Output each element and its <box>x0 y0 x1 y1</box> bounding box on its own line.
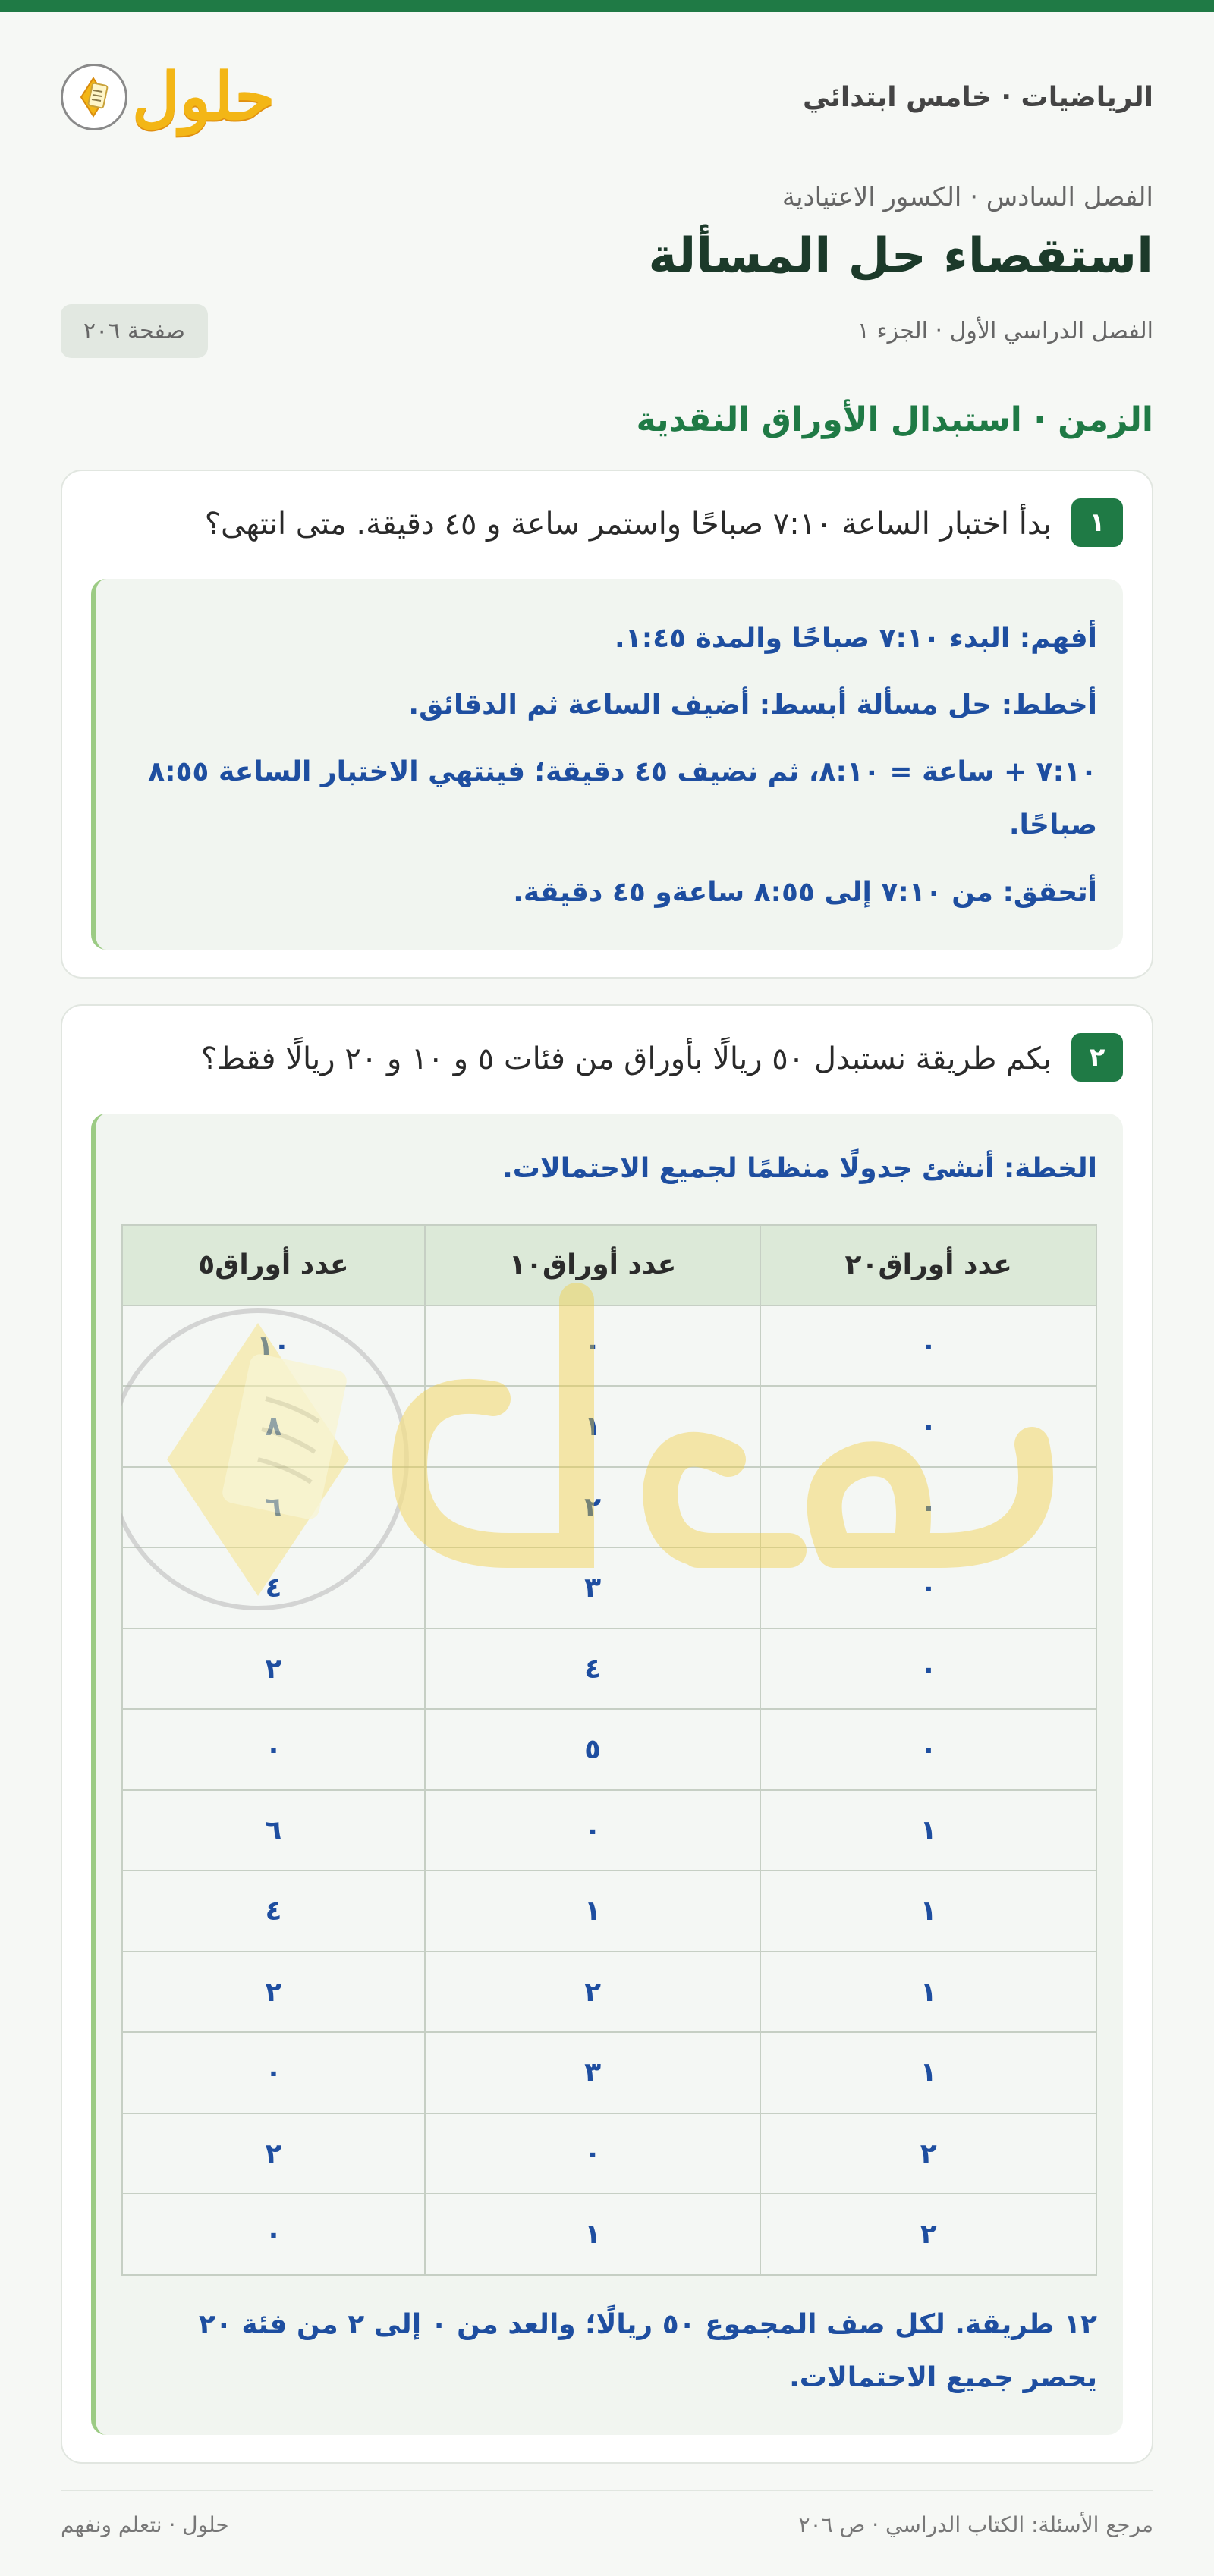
column-header: عدد أوراق١٠ <box>425 1225 761 1305</box>
table-cell: ١ <box>760 1952 1096 2033</box>
table-cell: ١ <box>760 2032 1096 2113</box>
table-row <box>122 1952 1096 2033</box>
table-cell: ٠ <box>760 1709 1096 1790</box>
table-cell: ١ <box>425 1386 761 1467</box>
footer-reference: مرجع الأسئلة: الكتاب الدراسي · ص ٢٠٦ <box>798 2512 1153 2537</box>
table-cell: ٨ <box>122 1386 425 1467</box>
subject-label: الرياضيات · خامس ابتدائي <box>802 81 1153 113</box>
table-cell: ٥ <box>425 1709 761 1790</box>
table-cell: ٠ <box>760 1305 1096 1387</box>
table-cell: ١ <box>425 2194 761 2275</box>
combinations-table-wrap <box>121 1224 1097 2276</box>
table-row <box>122 1871 1096 1952</box>
answer-summary: ١٢ طريقة. لكل صف المجموع ٥٠ ريالًا؛ والعد من ٠ إلى ٢ من فئة ٢٠ يحصر جميع الاحتمالات. <box>198 2308 1097 2394</box>
column-header: عدد أوراق٢٠ <box>760 1225 1096 1305</box>
table-row <box>122 1467 1096 1548</box>
answer-line: أفهم: البدء ٧:١٠ صباحًا والمدة ١:٤٥. <box>615 622 1097 654</box>
table-cell: ٤ <box>425 1629 761 1710</box>
answer-line: ٧:١٠ + ساعة = ٨:١٠، ثم نضيف ٤٥ دقيقة؛ فينتهي الاختبار الساعة ٨:٥٥ صباحًا. <box>148 756 1097 841</box>
plan-line: الخطة: أنشئ جدولًا منظمًا لجميع الاحتمالات. <box>502 1152 1097 1184</box>
footer-brand: حلول · نتعلم ونفهم <box>61 2512 229 2537</box>
table-cell: ٢ <box>760 2194 1096 2275</box>
table-row <box>122 2032 1096 2113</box>
table-cell: ٠ <box>760 1629 1096 1710</box>
table-cell: ٣ <box>425 1547 761 1629</box>
table-cell: ٠ <box>425 2113 761 2194</box>
answer-box <box>91 579 1123 950</box>
table-cell: ٤ <box>122 1547 425 1629</box>
question-number-badge: ٢ <box>1071 1033 1123 1082</box>
table-row <box>122 1547 1096 1629</box>
table-cell: ٢ <box>122 1952 425 2033</box>
table-row <box>122 1629 1096 1710</box>
table-cell: ٠ <box>760 1547 1096 1629</box>
top-accent-bar <box>0 0 1214 12</box>
table-row <box>122 2194 1096 2275</box>
question-row <box>91 498 1123 548</box>
table-cell: ٠ <box>760 1467 1096 1548</box>
chapter-label: الفصل السادس · الكسور الاعتيادية <box>782 182 1153 212</box>
page <box>0 12 1214 2464</box>
table-cell: ٢ <box>760 2113 1096 2194</box>
section-title: الزمن · استبدال الأوراق النقدية <box>636 400 1153 439</box>
table-cell: ٢ <box>122 1629 425 1710</box>
table-cell: ٦ <box>122 1790 425 1871</box>
table-row <box>122 1305 1096 1387</box>
question-text: بدأ اختبار الساعة ٧:١٠ صباحًا واستمر ساعة و ٤٥ دقيقة. متى انتهى؟ <box>204 506 1052 542</box>
page-title: استقصاء حل المسألة <box>648 228 1153 284</box>
question-card-2 <box>61 1004 1153 2464</box>
table-cell: ١ <box>760 1790 1096 1871</box>
table-cell: ٤ <box>122 1871 425 1952</box>
table-row <box>122 2113 1096 2194</box>
table-cell: ٠ <box>122 1709 425 1790</box>
answer-box <box>91 1114 1123 2436</box>
site-logo[interactable] <box>61 58 275 135</box>
table-cell: ٠ <box>122 2194 425 2275</box>
page-number-badge: صفحة ٢٠٦ <box>61 304 208 358</box>
logo-wordmark: حلول <box>132 58 275 135</box>
answer-line: أتحقق: من ٧:١٠ إلى ٨:٥٥ ساعةو ٤٥ دقيقة. <box>513 876 1097 908</box>
column-header: عدد أوراق٥ <box>122 1225 425 1305</box>
meta-row <box>61 304 1153 358</box>
question-row <box>91 1033 1123 1083</box>
page-footer <box>61 2490 1153 2537</box>
table-row <box>122 1709 1096 1790</box>
table-cell: ٦ <box>122 1467 425 1548</box>
book-icon <box>61 64 127 130</box>
term-label: الفصل الدراسي الأول · الجزء ١ <box>857 317 1153 344</box>
table-cell: ١٠ <box>122 1305 425 1387</box>
combinations-table <box>121 1224 1097 2276</box>
page-header <box>61 12 1153 182</box>
table-row <box>122 1386 1096 1467</box>
question-card-1 <box>61 470 1153 979</box>
table-cell: ٣ <box>425 2032 761 2113</box>
question-number-badge: ١ <box>1071 498 1123 547</box>
table-cell: ٠ <box>122 2032 425 2113</box>
table-cell: ١ <box>760 1871 1096 1952</box>
table-cell: ٠ <box>425 1790 761 1871</box>
answer-line: أخطط: حل مسألة أبسط: أضيف الساعة ثم الدقائق. <box>408 689 1097 721</box>
table-cell: ٠ <box>425 1305 761 1387</box>
question-text: بكم طريقة نستبدل ٥٠ ريالًا بأوراق من فئات ٥ و ١٠ و ٢٠ ريالًا فقط؟ <box>200 1041 1052 1076</box>
table-cell: ٢ <box>122 2113 425 2194</box>
table-body <box>122 1305 1096 2275</box>
table-row <box>122 1790 1096 1871</box>
table-header-row <box>122 1225 1096 1305</box>
table-cell: ٠ <box>760 1386 1096 1467</box>
table-cell: ١ <box>425 1871 761 1952</box>
table-cell: ٢ <box>425 1952 761 2033</box>
table-cell: ٢ <box>425 1467 761 1548</box>
